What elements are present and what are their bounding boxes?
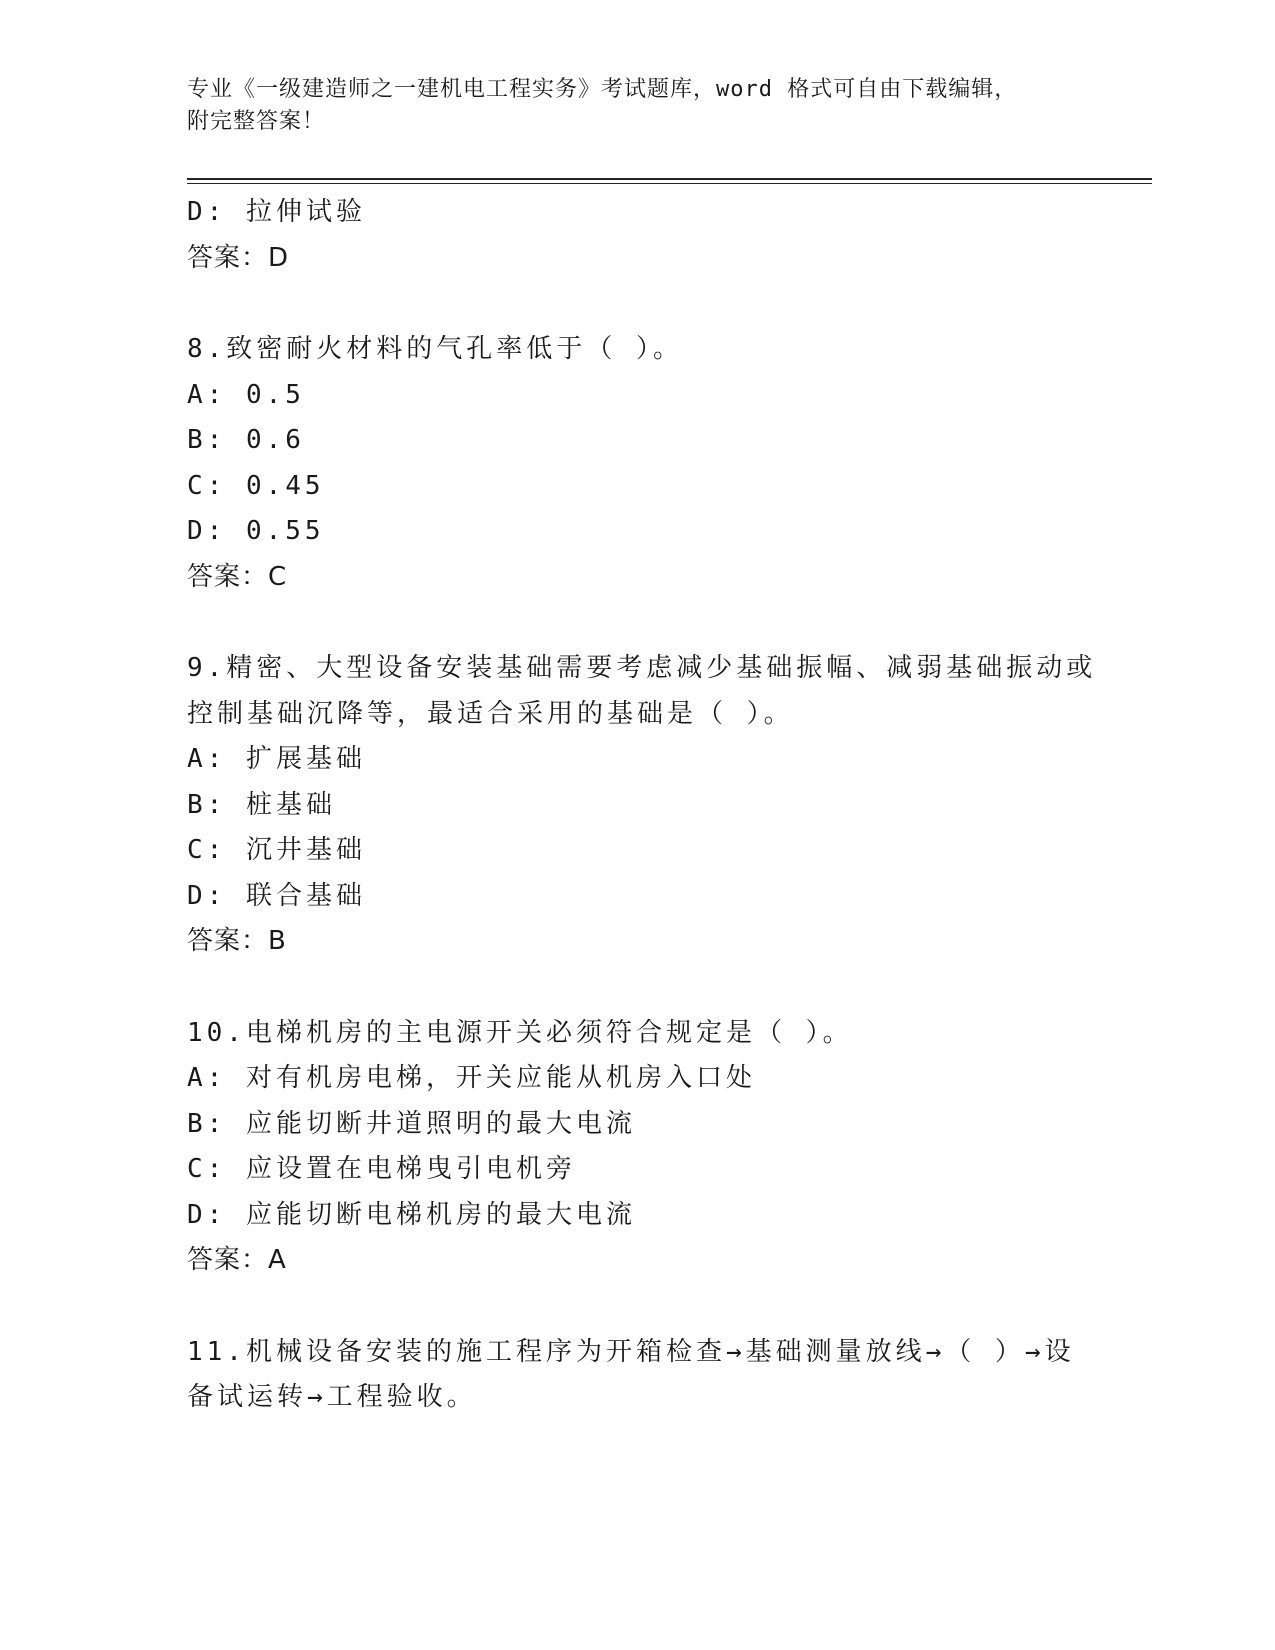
answer-line: 答案：D — [187, 242, 290, 273]
question-10 — [187, 1011, 1107, 1284]
question-text-line-1: 11.机械设备安装的施工程序为开箱检查→基础测量放线→（ ）→设 — [187, 1336, 1075, 1367]
question-8 — [187, 327, 1107, 600]
header-divider-thick — [187, 178, 1152, 180]
question-text: 10.电梯机房的主电源开关必须符合规定是（ ）。 — [187, 1017, 853, 1048]
question-11 — [187, 1330, 1107, 1421]
header-line-1: 专业《一级建造师之一建机电工程实务》考试题库，word 格式可自由下载编辑， — [187, 77, 1018, 102]
option-b: B: 桩基础 — [187, 789, 336, 820]
option-a: A: 0.5 — [187, 379, 305, 410]
option-d: D: 应能切断电梯机房的最大电流 — [187, 1199, 636, 1230]
option-d: D: 联合基础 — [187, 880, 366, 911]
header-divider-thin — [187, 183, 1152, 184]
option-b: B: 0.6 — [187, 425, 305, 455]
option-b: B: 应能切断井道照明的最大电流 — [187, 1108, 636, 1139]
question-text-line-2: 控制基础沉降等，最适合采用的基础是（ ）。 — [187, 698, 794, 729]
question-9 — [187, 646, 1107, 965]
question-text-line-2: 备试运转→工程验收。 — [187, 1382, 477, 1412]
question-text-line-1: 9.精密、大型设备安装基础需要考虑减少基础振幅、减弱基础振动或 — [187, 653, 1097, 683]
option-c: C: 应设置在电梯曳引电机旁 — [187, 1154, 576, 1184]
answer-line: 答案：B — [187, 926, 287, 956]
option-a: A: 对有机房电梯，开关应能从机房入口处 — [187, 1063, 756, 1093]
option-c: C: 沉井基础 — [187, 835, 366, 865]
question-text: 8.致密耐火材料的气孔率低于（ ）。 — [187, 334, 683, 364]
document-header — [187, 74, 1087, 138]
header-line-2: 附完整答案！ — [187, 109, 326, 134]
previous-question-tail — [187, 190, 1107, 281]
option-a: A: 扩展基础 — [187, 744, 366, 774]
option-d: D: 拉伸试验 — [187, 197, 366, 227]
answer-line: 答案：A — [187, 1245, 287, 1275]
answer-line: 答案：C — [187, 561, 288, 592]
question-list — [187, 190, 1107, 1421]
option-d: D: 0.55 — [187, 516, 325, 546]
option-c: C: 0.45 — [187, 470, 325, 501]
